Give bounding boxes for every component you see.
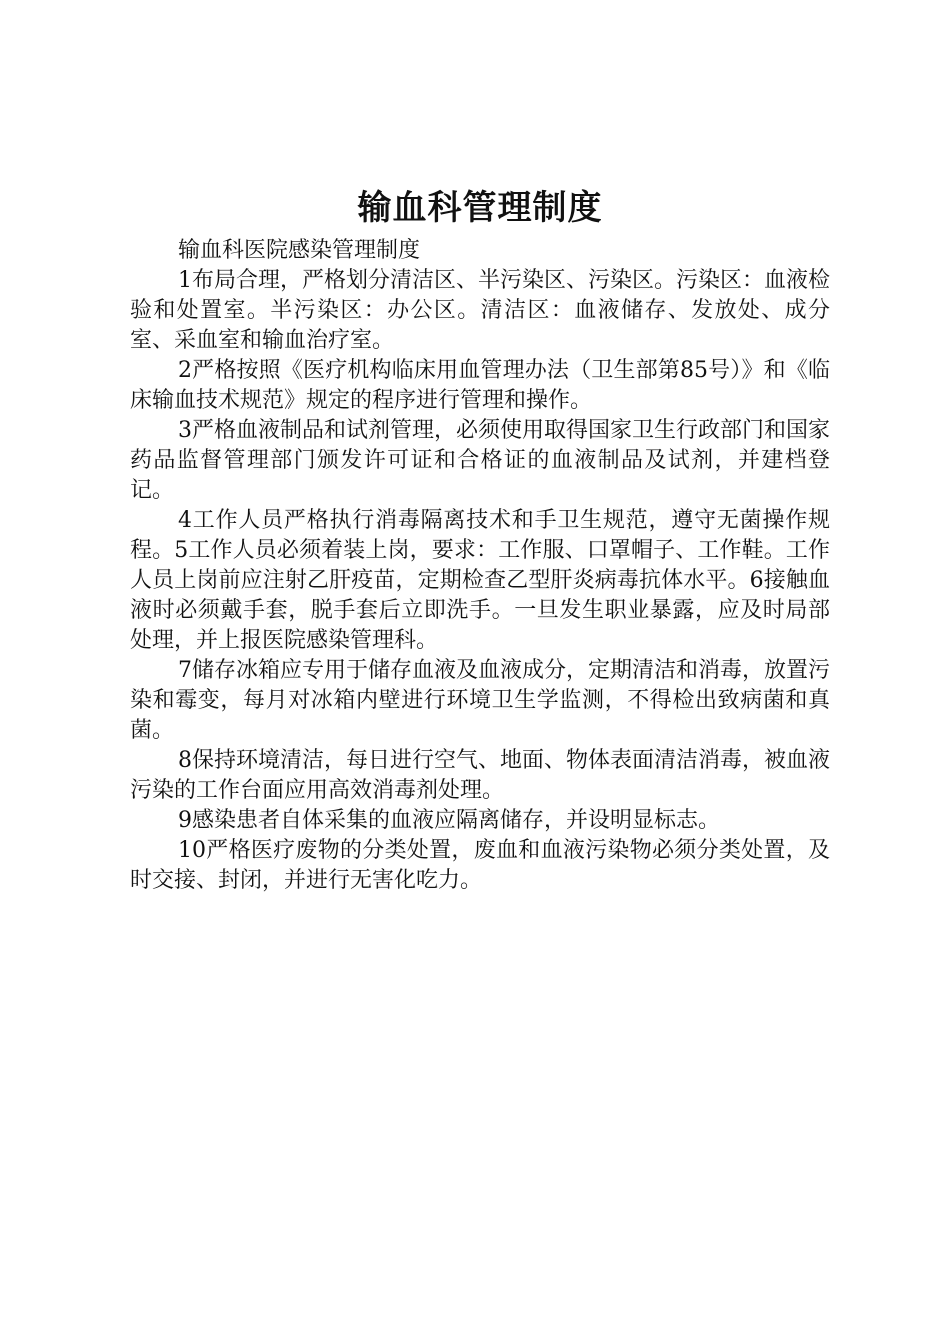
paragraph-10: 10严格医疗废物的分类处置，废血和血液污染物必须分类处置，及时交接、封闭，并进行无害化吃力。 — [130, 838, 830, 893]
paragraph-2: 2严格按照《医疗机构临床用血管理办法（卫生部第85号）》和《临床输血技术规范》规定的程序进行管理和操作。 — [130, 358, 830, 413]
document-page — [130, 186, 830, 896]
paragraph-1: 1布局合理，严格划分清洁区、半污染区、污染区。污染区：血液检验和处置室。半污染区：办公区。清洁区：血液储存、发放处、成分室、采血室和输血治疗室。 — [130, 268, 830, 353]
paragraph-9: 9感染患者自体采集的血液应隔离储存，并设明显标志。 — [178, 808, 720, 833]
paragraph-3: 3严格血液制品和试剂管理，必须使用取得国家卫生行政部门和国家药品监督管理部门颁发许可证和合格证的血液制品及试剂，并建档登记。 — [130, 418, 830, 503]
document-title: 输血科管理制度 — [357, 188, 603, 228]
paragraph-8: 8保持环境清洁，每日进行空气、地面、物体表面清洁消毒，被血液污染的工作台面应用高效消毒剂处理。 — [130, 748, 830, 803]
paragraph-subtitle: 输血科医院感染管理制度 — [178, 238, 421, 263]
paragraph-4: 4工作人员严格执行消毒隔离技术和手卫生规范，遵守无菌操作规程。5工作人员必须着装上岗，要求：工作服、口罩帽子、工作鞋。工作人员上岗前应注射乙肝疫苗，定期检查乙型肝炎病毒抗体水平。6接触血液时必须戴手套，脱手套后立即洗手。一旦发生职业暴露，应及时局部处理，并上报医院感染管理科。 — [130, 508, 830, 653]
paragraph-7: 7储存冰箱应专用于储存血液及血液成分，定期清洁和消毒，放置污染和霉变，每月对冰箱内壁进行环境卫生学监测，不得检出致病菌和真菌。 — [130, 658, 830, 743]
